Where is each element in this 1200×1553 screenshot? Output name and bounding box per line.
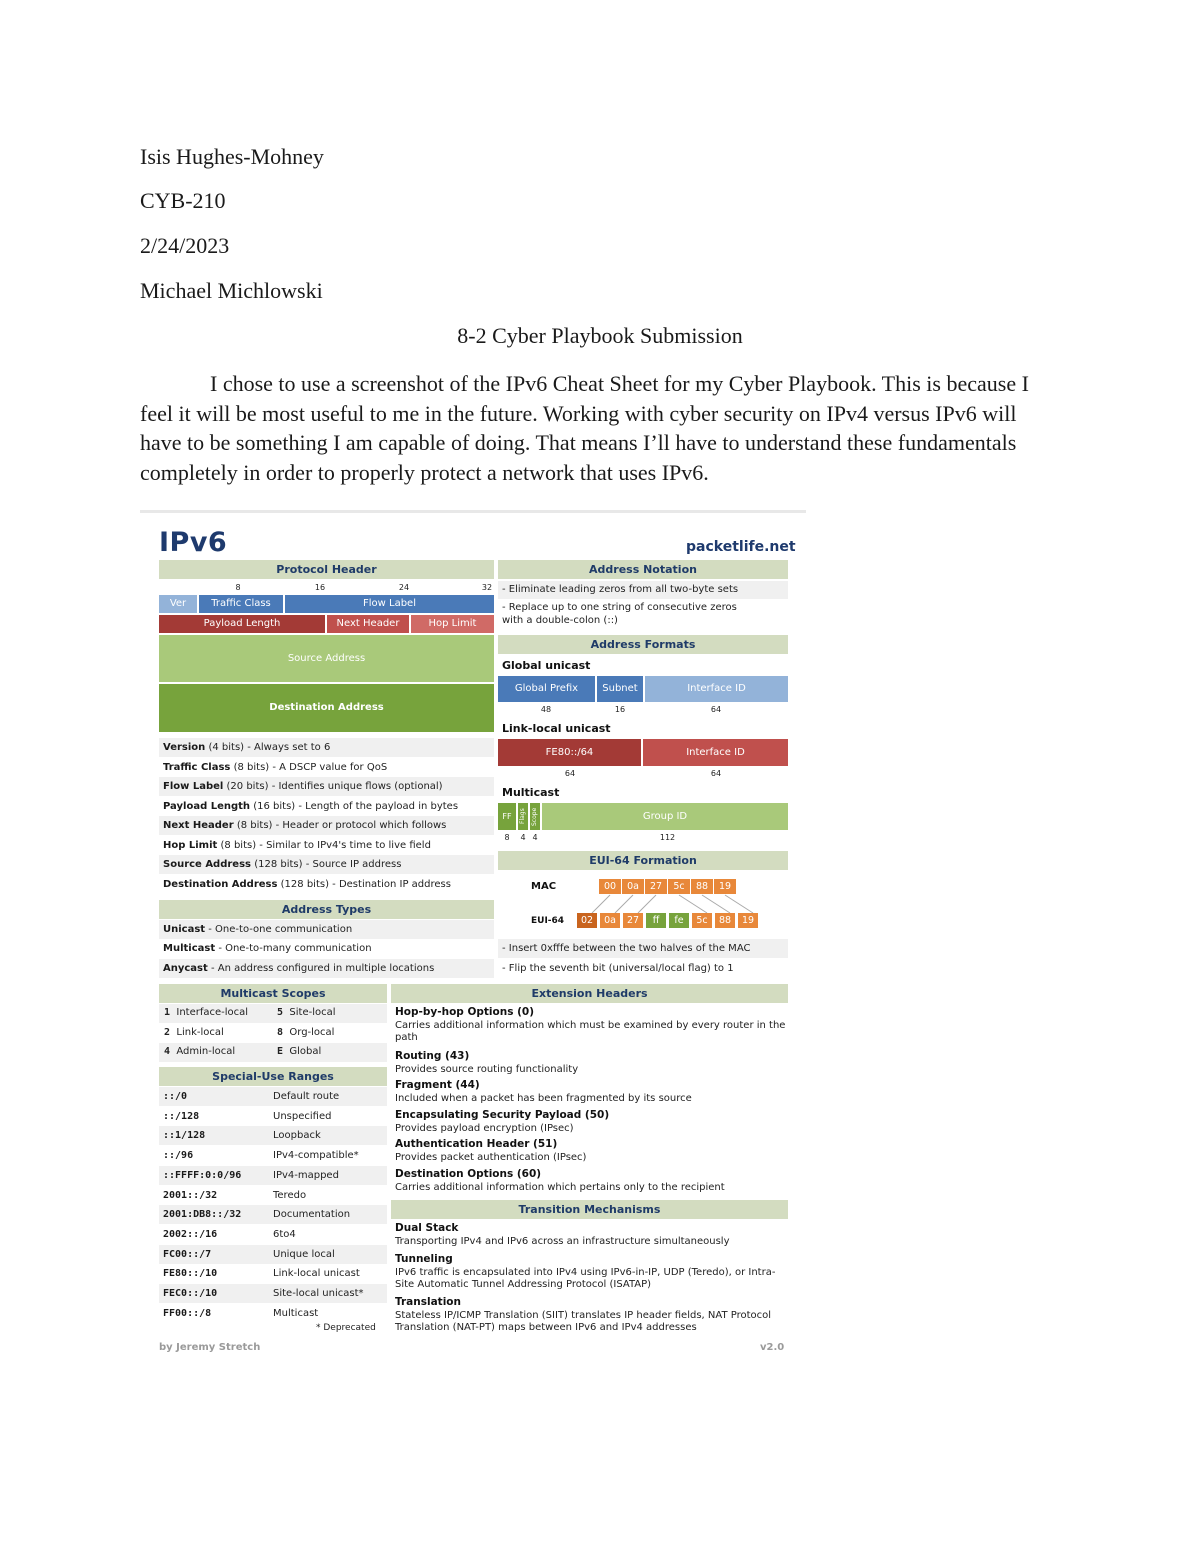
scope-name: Site-local xyxy=(289,1007,336,1018)
type-name: Multicast xyxy=(163,943,216,954)
range-name: Loopback xyxy=(273,1130,321,1142)
transition-item xyxy=(391,1294,788,1336)
field-description-row xyxy=(159,855,494,874)
field-description-row xyxy=(159,836,494,855)
type-desc: - An address configured in multiple locations xyxy=(210,963,435,974)
special-range-row xyxy=(159,1264,387,1283)
desc-text: - A DSCP value for QoS xyxy=(272,762,388,773)
scope-item xyxy=(277,1007,336,1018)
range-name: 6to4 xyxy=(273,1228,296,1240)
global-unicast-label: Global unicast xyxy=(502,659,591,672)
ipv6-cheat-sheet xyxy=(140,510,806,1359)
special-range-row xyxy=(159,1107,387,1126)
special-range-row xyxy=(159,1245,387,1264)
ext-name: Fragment (44) xyxy=(395,1079,480,1091)
address-type-row xyxy=(159,959,494,978)
field-hop-limit: Hop Limit xyxy=(411,615,494,633)
mac-byte: 88 xyxy=(691,879,713,894)
address-type-row xyxy=(159,920,494,939)
desc-bits: (128 bits) xyxy=(254,859,303,870)
range-prefix: ::1/128 xyxy=(163,1130,206,1142)
interface-id-field: Interface ID xyxy=(645,676,788,702)
extension-headers-title: Extension Headers xyxy=(391,984,788,1003)
cheatsheet-author: by Jeremy Stretch xyxy=(159,1342,261,1353)
bit-count: 16 xyxy=(614,705,626,714)
field-description-row xyxy=(159,875,494,894)
ext-name: Encapsulating Security Payload (50) xyxy=(395,1109,610,1121)
eui64-byte: fe xyxy=(669,913,689,928)
desc-bits: (16 bits) xyxy=(253,801,296,812)
bit-count: 8 xyxy=(504,833,510,842)
scope-name: Interface-local xyxy=(176,1007,249,1018)
link-local-iid-field: Interface ID xyxy=(643,739,788,766)
range-prefix: FF00::/8 xyxy=(163,1307,212,1319)
type-name: Unicast xyxy=(163,924,206,935)
range-name: Unique local xyxy=(273,1248,335,1260)
type-desc: - One-to-many communication xyxy=(218,943,372,954)
address-formats-title: Address Formats xyxy=(498,635,788,654)
scope-item xyxy=(164,1007,248,1018)
desc-bits: (8 bits) xyxy=(233,762,270,773)
mac-byte: 19 xyxy=(714,879,736,894)
cheatsheet-title: IPv6 xyxy=(159,527,228,558)
address-types-title: Address Types xyxy=(159,900,494,919)
range-prefix: 2001::/32 xyxy=(163,1189,218,1201)
eui64-byte: 19 xyxy=(738,913,758,928)
desc-text: - Identifies unique flows (optional) xyxy=(271,781,443,792)
special-range-row xyxy=(159,1087,387,1106)
type-name: Anycast xyxy=(163,963,208,974)
desc-text: - Source IP address xyxy=(305,859,402,870)
scope-code: E xyxy=(277,1046,284,1057)
range-name: IPv4-mapped xyxy=(273,1169,339,1181)
cheatsheet-site: packetlife.net xyxy=(686,539,796,555)
scope-name: Admin-local xyxy=(176,1046,236,1057)
eui64-note: - Insert 0xfffe between the two halves of the MAC xyxy=(498,939,788,958)
field-description-row xyxy=(159,797,494,816)
scope-name: Global xyxy=(289,1046,322,1057)
transition-name: Tunneling xyxy=(395,1253,453,1265)
desc-name: Version xyxy=(163,742,206,753)
subnet-field: Subnet xyxy=(597,676,643,702)
range-prefix: FEC0::/10 xyxy=(163,1288,218,1299)
range-name: Site-local unicast* xyxy=(273,1288,364,1299)
notation-rule: - Replace up to one string of consecutive zeros xyxy=(502,602,737,613)
document-title: 8-2 Cyber Playbook Submission xyxy=(457,323,743,348)
bit-mark: 16 xyxy=(314,583,326,592)
special-range-row xyxy=(159,1146,387,1165)
notation-rule: with a double-colon (::) xyxy=(502,615,618,626)
type-desc: - One-to-one communication xyxy=(208,924,353,935)
eui64-byte: ff xyxy=(646,913,666,928)
transition-name: Translation xyxy=(395,1296,461,1308)
transition-item xyxy=(391,1251,788,1292)
desc-bits: (4 bits) xyxy=(208,742,245,753)
submission-date: 2/24/2023 xyxy=(140,233,230,258)
range-prefix: ::/128 xyxy=(163,1110,200,1122)
extension-header-item xyxy=(391,1048,788,1076)
desc-text: - Header or protocol which follows xyxy=(275,820,447,831)
scope-item xyxy=(164,1046,235,1057)
special-range-row xyxy=(159,1166,387,1185)
scope-name: Org-local xyxy=(289,1027,335,1038)
extension-header-item xyxy=(391,1107,788,1135)
special-range-row xyxy=(159,1126,387,1145)
field-description-row xyxy=(159,738,494,757)
range-name: Teredo xyxy=(273,1189,307,1201)
mac-byte: 5c xyxy=(668,879,690,894)
ext-name: Authentication Header (51) xyxy=(395,1138,558,1150)
field-version: Ver xyxy=(159,595,197,613)
field-traffic-class: Traffic Class xyxy=(199,595,283,613)
eui64-title: EUI-64 Formation xyxy=(498,851,788,870)
extension-header-item xyxy=(391,1077,788,1105)
ext-name: Hop-by-hop Options (0) xyxy=(395,1006,535,1018)
link-local-prefix-field: FE80::/64 xyxy=(498,739,641,766)
scope-code: 2 xyxy=(164,1027,171,1038)
transition-mechanisms-title: Transition Mechanisms xyxy=(391,1200,788,1219)
instructor-name: Michael Michlowski xyxy=(140,278,323,303)
desc-text: - Length of the payload in bytes xyxy=(298,801,459,812)
special-range-row xyxy=(159,1225,387,1244)
protocol-header-title: Protocol Header xyxy=(159,560,494,579)
scope-code: 5 xyxy=(277,1007,284,1018)
link-local-label: Link-local unicast xyxy=(502,722,611,735)
desc-name: Next Header xyxy=(163,820,234,831)
author-name: Isis Hughes-Mohney xyxy=(140,144,324,169)
bit-mark: 32 xyxy=(481,583,493,592)
transition-desc: Stateless IP/ICMP Translation (SIIT) translates IP header fields, NAT Protocol Translation (NAT-PT) maps between IPv6 and IPv4 addresses xyxy=(395,1309,772,1333)
multicast-scope-field: Scope xyxy=(530,803,540,830)
bit-count: 4 xyxy=(532,833,538,842)
address-type-row xyxy=(159,939,494,958)
field-destination-address: Destination Address xyxy=(159,684,494,732)
scope-item xyxy=(164,1027,224,1038)
field-description-row xyxy=(159,758,494,777)
mac-byte: 27 xyxy=(645,879,667,894)
bit-count: 64 xyxy=(564,769,576,778)
bit-count: 64 xyxy=(710,769,722,778)
range-prefix: FE80::/10 xyxy=(163,1268,218,1280)
ext-desc: Provides packet authentication (IPsec) xyxy=(395,1151,587,1163)
desc-text: - Destination IP address xyxy=(332,879,451,890)
special-range-row xyxy=(159,1304,387,1323)
eui64-label: EUI-64 xyxy=(531,916,565,926)
multicast-ff-field: FF xyxy=(498,803,516,830)
field-next-header: Next Header xyxy=(327,615,409,633)
special-range-row xyxy=(159,1205,387,1224)
scope-code: 1 xyxy=(164,1007,171,1018)
ext-desc: Carries additional information which must be examined by every router in the path xyxy=(395,1019,786,1043)
field-description-row xyxy=(159,816,494,835)
scope-item xyxy=(277,1027,334,1038)
ext-desc: Included when a packet has been fragmented by its source xyxy=(395,1092,692,1104)
transition-desc: Transporting IPv4 and IPv6 across an infrastructure simultaneously xyxy=(395,1235,730,1247)
scope-name: Link-local xyxy=(176,1027,224,1038)
eui64-connector-lines xyxy=(570,894,770,914)
special-range-row xyxy=(159,1186,387,1205)
desc-name: Destination Address xyxy=(163,879,278,890)
ext-name: Routing (43) xyxy=(395,1050,470,1062)
bit-mark: 24 xyxy=(398,583,410,592)
multicast-flags-field: Flags xyxy=(518,803,528,830)
range-name: Documentation xyxy=(273,1209,351,1221)
course-code: CYB-210 xyxy=(140,188,226,213)
address-notation-title: Address Notation xyxy=(498,560,788,579)
range-name: Default route xyxy=(273,1091,340,1102)
mac-byte: 0a xyxy=(622,879,644,894)
desc-bits: (8 bits) xyxy=(220,840,257,851)
ext-name: Destination Options (60) xyxy=(395,1168,542,1180)
special-ranges-title: Special-Use Ranges xyxy=(159,1067,387,1086)
desc-bits: (20 bits) xyxy=(226,781,269,792)
range-prefix: ::/96 xyxy=(163,1150,194,1162)
desc-text: - Always set to 6 xyxy=(247,742,331,753)
multicast-label: Multicast xyxy=(502,786,560,799)
desc-name: Source Address xyxy=(163,859,251,870)
multicast-scopes-title: Multicast Scopes xyxy=(159,984,387,1003)
desc-name: Hop Limit xyxy=(163,840,218,851)
body-paragraph-text: I chose to use a screenshot of the IPv6 Cheat Sheet for my Cyber Playbook. This is because I feel it will be most useful to me in the future. Working with cyber security on IPv4 versus IPv6 will have to be something I am capable of doing. That means I’ll have to understand these fundamentals completely in order to properly protect a network that uses IPv6. xyxy=(140,371,1029,485)
field-description-row xyxy=(159,777,494,796)
field-payload-length: Payload Length xyxy=(159,615,325,633)
range-name: Link-local unicast xyxy=(273,1268,360,1280)
eui64-note: - Flip the seventh bit (universal/local flag) to 1 xyxy=(502,963,734,974)
extension-header-item xyxy=(391,1166,788,1194)
desc-name: Traffic Class xyxy=(163,762,231,773)
bit-count: 48 xyxy=(540,705,552,714)
range-name: Unspecified xyxy=(273,1110,332,1122)
scope-item xyxy=(277,1046,321,1057)
range-prefix: ::/0 xyxy=(163,1091,188,1102)
bit-mark: 8 xyxy=(235,583,241,592)
ext-desc: Carries additional information which pertains only to the recipient xyxy=(395,1181,725,1193)
transition-desc: IPv6 traffic is encapsulated into IPv4 using IPv6-in-IP, UDP (Teredo), or Intra-Site Automatic Tunnel Addressing Protocol (ISATAP) xyxy=(395,1266,776,1290)
desc-text: - Similar to IPv4's time to live field xyxy=(259,840,431,851)
notation-rule: - Eliminate leading zeros from all two-byte sets xyxy=(498,581,788,599)
ext-desc: Provides source routing functionality xyxy=(395,1063,579,1075)
range-prefix: 2001:DB8::/32 xyxy=(163,1209,242,1221)
cheatsheet-version: v2.0 xyxy=(760,1342,785,1353)
deprecated-note: * Deprecated xyxy=(316,1323,376,1333)
range-name: IPv4-compatible* xyxy=(273,1150,359,1162)
global-prefix-field: Global Prefix xyxy=(498,676,595,702)
bit-count: 4 xyxy=(520,833,526,842)
range-name: Multicast xyxy=(273,1307,319,1319)
eui64-byte: 27 xyxy=(623,913,643,928)
desc-name: Flow Label xyxy=(163,781,224,792)
eui64-byte: 5c xyxy=(692,913,712,928)
transition-name: Dual Stack xyxy=(395,1222,459,1234)
transition-item xyxy=(391,1220,788,1250)
body-paragraph xyxy=(140,369,1055,487)
field-source-address: Source Address xyxy=(159,635,494,682)
eui64-byte: 02 xyxy=(577,913,597,928)
bit-count: 64 xyxy=(710,705,722,714)
extension-header-item xyxy=(391,1004,788,1046)
eui64-byte: 0a xyxy=(600,913,620,928)
desc-name: Payload Length xyxy=(163,801,251,812)
field-flow-label: Flow Label xyxy=(285,595,494,613)
scope-code: 8 xyxy=(277,1027,284,1038)
range-prefix: ::FFFF:0:0/96 xyxy=(163,1169,242,1181)
mac-label: MAC xyxy=(531,881,557,892)
ext-desc: Provides payload encryption (IPsec) xyxy=(395,1122,574,1134)
multicast-group-id-field: Group ID xyxy=(542,803,788,830)
range-prefix: FC00::/7 xyxy=(163,1248,212,1260)
mac-byte: 00 xyxy=(599,879,621,894)
range-prefix: 2002::/16 xyxy=(163,1228,218,1240)
desc-bits: (8 bits) xyxy=(236,820,273,831)
special-range-row xyxy=(159,1284,387,1303)
bit-count: 112 xyxy=(659,833,676,842)
eui64-byte: 88 xyxy=(715,913,735,928)
scope-code: 4 xyxy=(164,1046,171,1057)
extension-header-item xyxy=(391,1136,788,1164)
desc-bits: (128 bits) xyxy=(280,879,329,890)
